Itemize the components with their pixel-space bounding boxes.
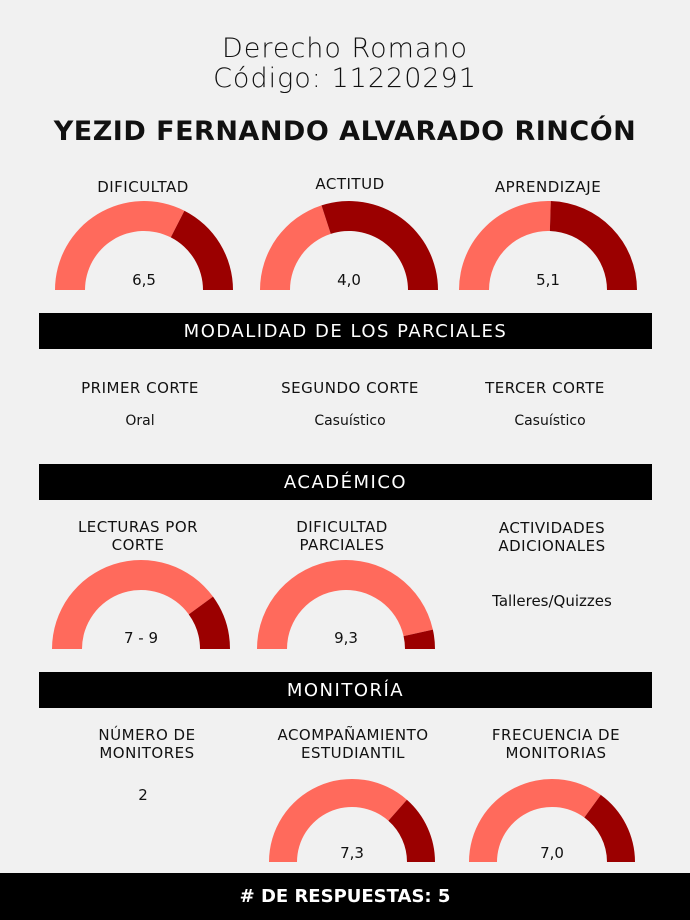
subject-name: Derecho Romano [221, 33, 469, 64]
footer-responses: # DE RESPUESTAS: 5 [0, 873, 690, 920]
gauge-label-actitud: ACTITUD [315, 175, 385, 193]
gauge-value-dificultad: 6,5 [132, 271, 156, 289]
lecturas-value: 7 - 9 [123, 629, 159, 647]
numero-monitores-label-line2: MONITORES [99, 744, 195, 762]
acompanamiento-value: 7,3 [340, 844, 364, 862]
gauge-label-aprendizaje: APRENDIZAJE [494, 178, 602, 196]
section-band-modalidad: MODALIDAD DE LOS PARCIALES [39, 313, 652, 349]
numero-monitores-value: 2 [138, 786, 148, 804]
frecuencia-label-line2: MONITORIAS [505, 744, 607, 762]
gauge-value-aprendizaje: 5,1 [536, 271, 560, 289]
actividades-value: Talleres/Quizzes [492, 592, 612, 610]
frecuencia-value: 7,0 [540, 844, 564, 862]
actividades-label-line1: ACTIVIDADES [498, 519, 606, 537]
frecuencia-label-line1: FRECUENCIA DE [491, 726, 621, 744]
corte-label-segundo: SEGUNDO CORTE [281, 379, 419, 397]
actividades-label-line2: ADICIONALES [498, 537, 606, 555]
corte-label-tercer: TERCER CORTE [485, 379, 605, 397]
acompanamiento-label-line2: ESTUDIANTIL [300, 744, 406, 762]
acompanamiento-label-line1: ACOMPAÑAMIENTO [277, 726, 429, 744]
numero-monitores-label-line1: NÚMERO DE [98, 726, 196, 744]
corte-value-tercer: Casuístico [514, 413, 586, 429]
lecturas-label-line2: CORTE [111, 536, 165, 554]
lecturas-label-line1: LECTURAS POR [77, 518, 199, 536]
corte-value-primer: Oral [125, 413, 155, 429]
dificultad-parciales-value: 9,3 [334, 629, 358, 647]
dificultad-parciales-label-line1: DIFICULTAD [296, 518, 388, 536]
subject-code: Código: 11220291 [213, 63, 477, 94]
professor-name: YEZID FERNANDO ALVARADO RINCÓN [53, 116, 637, 147]
dificultad-parciales-label-line2: PARCIALES [299, 536, 385, 554]
section-band-monitoria: MONITORÍA [39, 672, 652, 708]
section-band-academico: ACADÉMICO [39, 464, 652, 500]
gauge-value-actitud: 4,0 [337, 271, 361, 289]
gauge-label-dificultad: DIFICULTAD [97, 178, 189, 196]
corte-label-primer: PRIMER CORTE [81, 379, 199, 397]
corte-value-segundo: Casuístico [314, 413, 386, 429]
